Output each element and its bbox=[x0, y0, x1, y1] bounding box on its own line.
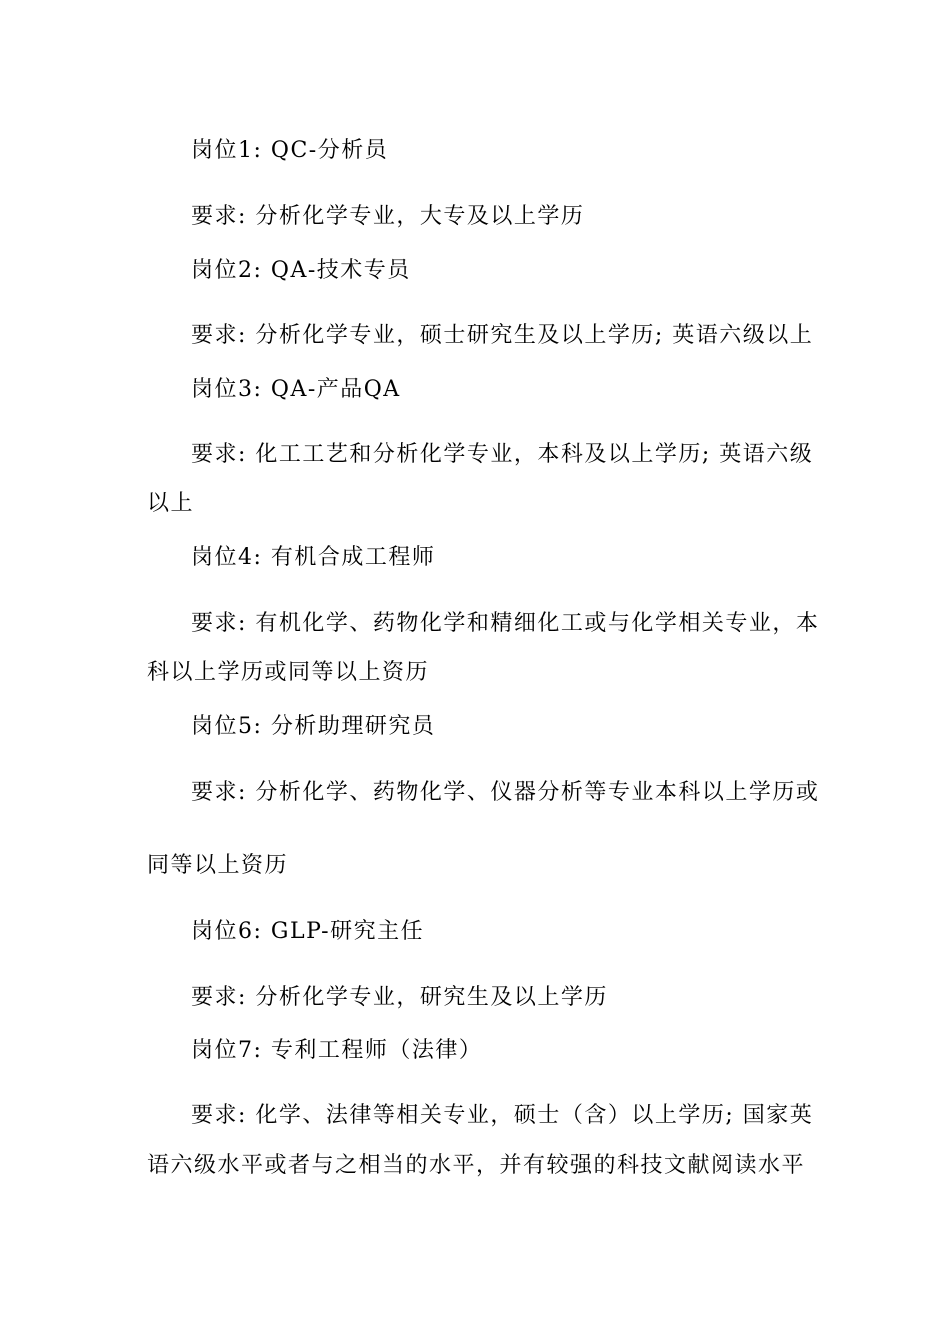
position-1-title: 岗位1: QC-分析员 bbox=[191, 138, 389, 163]
position-3-requirement-continued: 以上 bbox=[147, 491, 195, 516]
position-7-title: 岗位7: 专利工程师（法律） bbox=[191, 1038, 483, 1063]
position-2-requirement: 要求: 分析化学专业，硕士研究生及以上学历; 英语六级以上 bbox=[191, 323, 814, 348]
position-7-requirement: 要求: 化学、法律等相关专业，硕士（含）以上学历; 国家英 bbox=[191, 1103, 814, 1128]
position-6-title: 岗位6: GLP-研究主任 bbox=[191, 919, 425, 944]
position-4-title: 岗位4: 有机合成工程师 bbox=[191, 545, 436, 570]
position-3-title: 岗位3: QA-产品QA bbox=[191, 377, 401, 402]
position-5-title: 岗位5: 分析助理研究员 bbox=[191, 714, 436, 739]
position-4-requirement: 要求: 有机化学、药物化学和精细化工或与化学相关专业，本 bbox=[191, 611, 820, 636]
position-2-title: 岗位2: QA-技术专员 bbox=[191, 258, 411, 283]
position-3-requirement: 要求: 化工工艺和分析化学专业，本科及以上学历; 英语六级 bbox=[191, 442, 814, 467]
position-4-requirement-continued: 科以上学历或同等以上资历 bbox=[147, 660, 430, 685]
position-6-requirement: 要求: 分析化学专业，研究生及以上学历 bbox=[191, 985, 608, 1010]
position-7-requirement-continued: 语六级水平或者与之相当的水平，并有较强的科技文献阅读水平 bbox=[147, 1153, 806, 1178]
position-1-requirement: 要求: 分析化学专业，大专及以上学历 bbox=[191, 204, 585, 229]
position-5-requirement-continued: 同等以上资历 bbox=[147, 853, 289, 878]
position-5-requirement: 要求: 分析化学、药物化学、仪器分析等专业本科以上学历或 bbox=[191, 780, 820, 805]
